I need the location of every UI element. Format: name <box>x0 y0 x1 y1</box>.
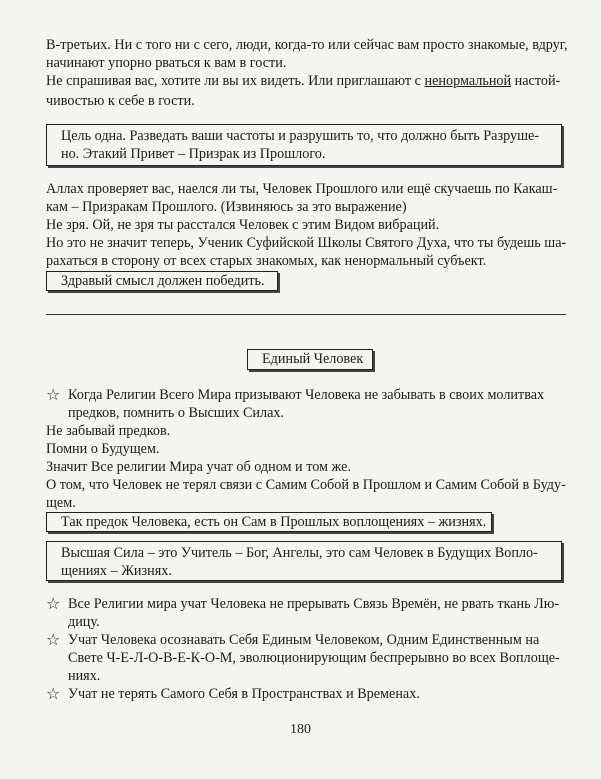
text-line: кам – Призракам Прошлого. (Извиняюсь за это выражение) <box>46 199 407 215</box>
star-icon: ☆ <box>46 594 61 613</box>
text-line: чивостью к себе в гости. <box>46 93 195 109</box>
callout-text: но. Этакий Привет – Призрак из Прошлого. <box>61 146 326 162</box>
list-item-text: Учат не терять Самого Себя в Пространствах и Временах. <box>68 686 420 702</box>
callout-text: Так предок Человека, есть он Сам в Прошлых воплощениях – жизнях. <box>61 514 487 530</box>
list-item-text: ниях. <box>68 668 101 684</box>
star-icon: ☆ <box>46 684 61 703</box>
list-item-text: Учат Человека осознавать Себя Единым Человеком, Одним Единственным на <box>68 632 540 648</box>
text-span: Не спрашивая вас, хотите ли вы их видеть. Или приглашают с <box>46 73 425 89</box>
star-icon: ☆ <box>46 385 61 404</box>
star-icon: ☆ <box>46 630 61 649</box>
underlined-word: ненормальной <box>424 73 512 89</box>
callout-text: Здравый смысл должен победить. <box>61 273 265 289</box>
list-item-text: Свете Ч-Е-Л-О-В-Е-К-О-М, эволюционирующим беспрерывно во всех Воплоще- <box>68 650 560 666</box>
text-line: Значит Все религии Мира учат об одном и том же. <box>46 459 352 475</box>
callout-box-higher-power <box>46 541 562 581</box>
text-line: Помни о Будущем. <box>46 441 160 457</box>
text-line: Не забывай предков. <box>46 423 171 439</box>
text-span: настой- <box>511 73 561 89</box>
callout-box-common-sense <box>46 271 278 291</box>
section-heading-box <box>247 349 373 370</box>
text-line: начинают упорно рваться к вам в гости. <box>46 55 287 71</box>
section-heading: Единый Человек <box>262 351 364 367</box>
section-divider <box>46 314 566 315</box>
page-number: 180 <box>290 722 311 737</box>
callout-box-goal <box>46 124 562 166</box>
text-line: Но это не значит теперь, Ученик Суфийской Школы Святого Духа, что ты будешь ша- <box>46 235 567 251</box>
text-line: Когда Религии Всего Мира призывают Человека не забывать в своих молитвах <box>68 387 545 403</box>
text-line: В-третьих. Ни с того ни с сего, люди, когда-то или сейчас вам просто знакомые, вдруг, <box>46 37 568 53</box>
callout-text: щениях – Жизнях. <box>61 563 172 579</box>
list-item-text: дицу. <box>68 614 100 630</box>
text-line: рахаться в сторону от всех старых знакомых, как ненормальный субъект. <box>46 253 487 269</box>
text-line: щем. <box>46 495 76 511</box>
text-line: О том, что Человек не терял связи с Самим Собой в Прошлом и Самим Собой в Буду- <box>46 477 566 493</box>
list-item-text: Все Религии мира учат Человека не прерывать Связь Времён, не рвать ткань Лю- <box>68 596 560 612</box>
callout-text: Высшая Сила – это Учитель – Бог, Ангелы, это сам Человек в Будущих Вопло- <box>61 545 538 561</box>
text-line: предков, помнить о Высших Силах. <box>68 405 285 421</box>
callout-box-ancestor <box>46 512 492 532</box>
text-line: Не зря. Ой, не зря ты расстался Человек с этим Видом вибраций. <box>46 217 440 233</box>
text-line <box>46 72 560 90</box>
text-line: Аллах проверяет вас, наелся ли ты, Человек Прошлого или ещё скучаешь по Какаш- <box>46 181 558 197</box>
callout-text: Цель одна. Разведать ваши частоты и разрушить то, что должно быть Разруше- <box>61 128 540 144</box>
